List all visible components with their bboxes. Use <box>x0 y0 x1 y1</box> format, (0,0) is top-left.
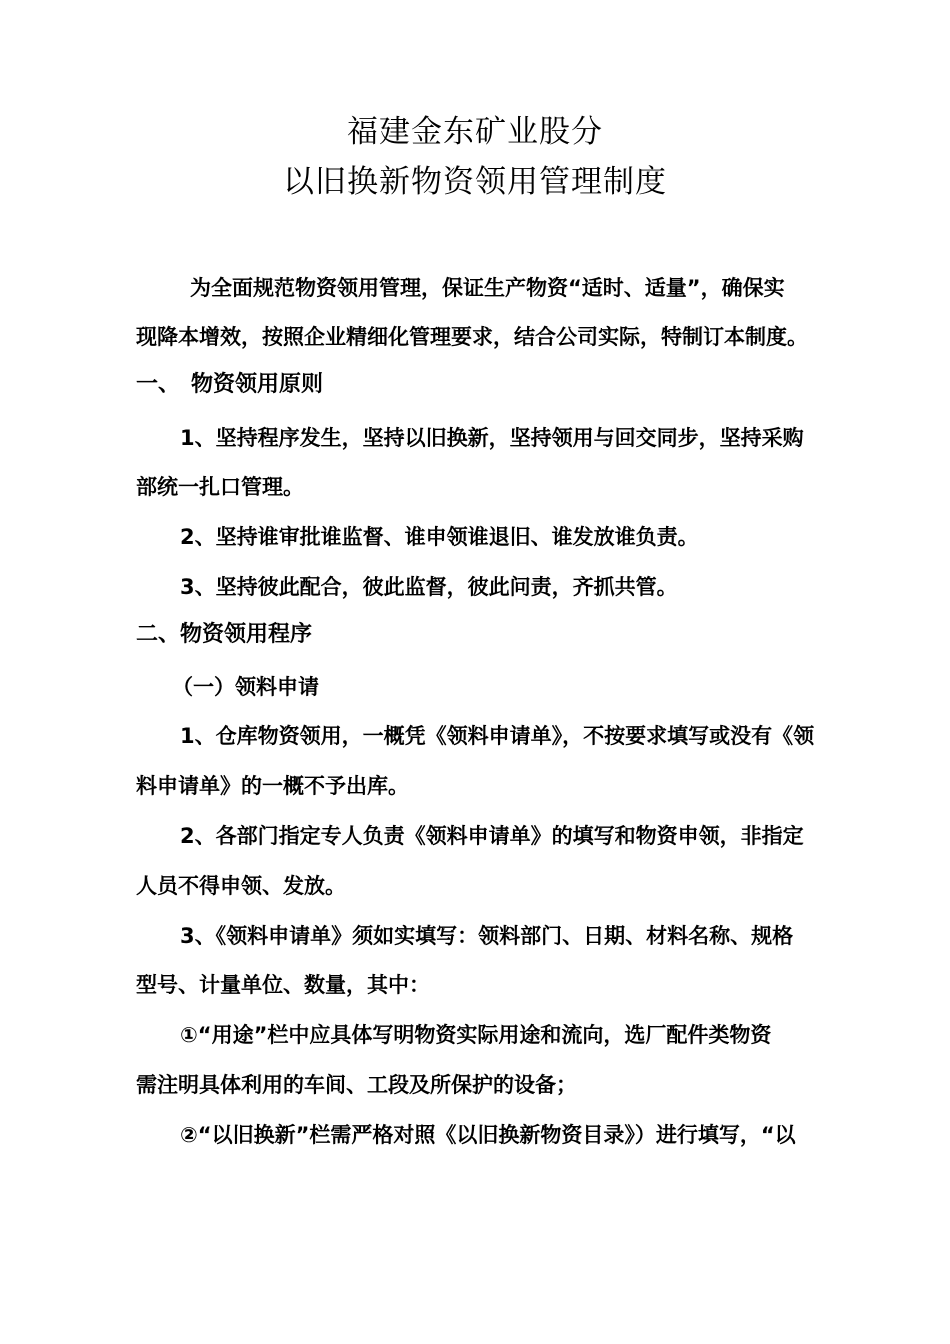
procedure-2-line-1: 2、各部门指定专人负责《领料申请单》的填写和物资申领，非指定 <box>180 824 804 848</box>
principle-3: 3、坚持彼此配合，彼此监督，彼此问责，齐抓共管。 <box>180 575 678 599</box>
principle-1-line-2: 部统一扎口管理。 <box>136 475 304 499</box>
section-heading-principles: 一、 物资领用原则 <box>136 372 324 397</box>
section-heading-procedure: 二、物资领用程序 <box>136 622 313 647</box>
document-title-company: 福建金东矿业股分 <box>347 114 603 150</box>
usage-field-line-1: ①“用途”栏中应具体写明物资实际用途和流向，选厂配件类物资 <box>180 1023 772 1047</box>
principle-2: 2、坚持谁审批谁监督、谁申领谁退旧、谁发放谁负责。 <box>180 525 699 549</box>
procedure-3-line-2: 型号、计量单位、数量，其中： <box>136 973 430 997</box>
trade-in-field-line-1: ②“以旧换新”栏需严格对照《以旧换新物资目录》）进行填写，“以 <box>180 1123 796 1147</box>
procedure-2-line-2: 人员不得申领、发放。 <box>136 874 346 898</box>
procedure-3-line-1: 3、《领料申请单》须如实填写：领料部门、日期、材料名称、规格 <box>180 924 794 948</box>
document-title-regulation: 以旧换新物资领用管理制度 <box>283 164 667 200</box>
intro-paragraph-line-2: 现降本增效，按照企业精细化管理要求，结合公司实际，特制订本制度。 <box>136 325 808 349</box>
procedure-1-line-2: 料申请单》的一概不予出库。 <box>136 774 409 798</box>
principle-1-line-1: 1、坚持程序发生，坚持以旧换新，坚持领用与回交同步，坚持采购 <box>180 426 804 450</box>
procedure-1-line-1: 1、仓库物资领用，一概凭《领料申请单》，不按要求填写或没有《领 <box>180 724 815 748</box>
usage-field-line-2: 需注明具体利用的车间、工段及所保护的设备； <box>136 1073 577 1097</box>
intro-paragraph-line-1: 为全面规范物资领用管理，保证生产物资“适时、适量”，确保实 <box>190 276 785 300</box>
subsection-heading-application: （一）领料申请 <box>172 675 319 699</box>
